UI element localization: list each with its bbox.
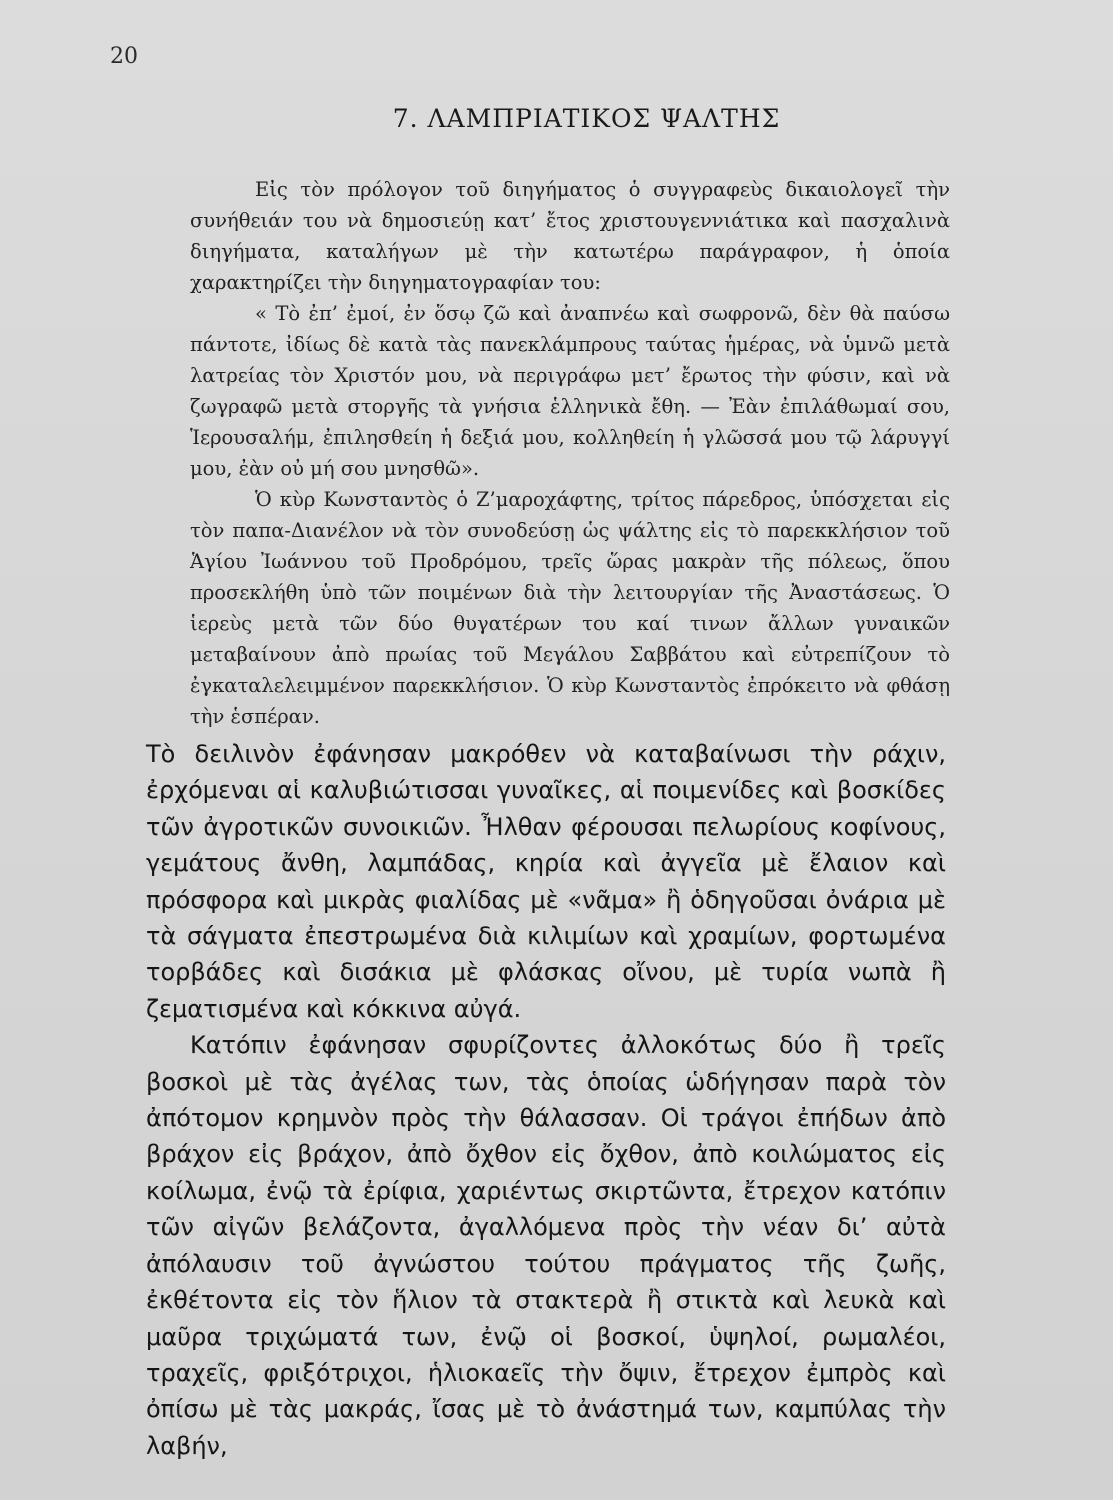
intro-paragraph: Εἰς τὸν πρόλογον τοῦ διηγήματος ὁ συγγραφεὺς δικαιολογεῖ τὴν συνήθειάν του νὰ δημοσιεύῃ κατ’ ἔτος χριστουγεννιάτικα καὶ πασχαλινὰ διηγήματα, καταλήγων μὲ τὴν κατωτέρω παράγραφον, ἡ ὁποία χαρακτηρίζει τὴν διηγηματογραφίαν του: (190, 178, 950, 294)
story-paragraph: Τὸ δειλινὸν ἐφάνησαν μακρόθεν νὰ καταβαίνωσι τὴν ράχιν, ἐρχόμεναι αἱ καλυβιώτισσαι γυναῖκες, αἱ ποιμενίδες καὶ βοσκίδες τῶν ἀγροτικῶν συνοικιῶν. Ἦλθαν φέρουσαι πελωρίους κοφίνους, γεμάτους ἄνθη, λαμπάδας, κηρία καὶ ἀγγεῖα μὲ ἔλαιον καὶ πρόσφορα καὶ μικρὰς φιαλίδας μὲ «νᾶμα» ἢ ὁδηγοῦσαι ὀνάρια μὲ τὰ σάγματα ἐπεστρωμένα διὰ κιλιμίων καὶ χραμίων, φορτωμένα τορβάδες καὶ δισάκια μὲ φλάσκας οἴνου, μὲ τυρία νωπὰ ἢ ζεματισμένα καὶ κόκκινα αὐγά. (146, 740, 946, 1023)
intro-quote-paragraph: « Τὸ ἐπ’ ἐμοί, ἐν ὅσῳ ζῶ καὶ ἀναπνέω καὶ σωφρονῶ, δὲν θὰ παύσω πάντοτε, ἰδίως δὲ κατὰ τὰς πανεκλάμπρους ταύτας ἡμέρας, νὰ ὑμνῶ μετὰ λατρείας τὸν Χριστόν μου, νὰ περιγράφω μετ’ ἔρωτος τὴν φύσιν, καὶ νὰ ζωγραφῶ μετὰ στοργῆς τὰ γνήσια ἑλληνικὰ ἔθη. — Ἐὰν ἐπιλάθωμαί σου, Ἱερουσαλήμ, ἐπιλησθείη ἡ δεξιά μου, κολληθείη ἡ γλῶσσά μου τῷ λάρυγγί μου, ἐὰν οὐ μή σου μνησθῶ». (190, 302, 950, 480)
page-number: 20 (110, 44, 138, 69)
story-paragraph: Κατόπιν ἐφάνησαν σφυρίζοντες ἀλλοκότως δύο ἢ τρεῖς βοσκοὶ μὲ τὰς ἀγέλας των, τὰς ὁποίας ὡδήγησαν παρὰ τὸν ἀπότομον κρημνὸν πρὸς τὴν θάλασσαν. Οἱ τράγοι ἐπήδων ἀπὸ βράχον εἰς βράχον, ἀπὸ ὄχθον εἰς ὄχθον, ἀπὸ κοιλώματος εἰς κοίλωμα, ἐνῷ τὰ ἐρίφια, χαριέντως σκιρτῶντα, ἔτρεχον κατόπιν τῶν αἰγῶν βελάζοντα, ἀγαλλόμενα πρὸς τὴν νέαν δι’ αὐτὰ ἀπόλαυσιν τοῦ ἀγνώστου τούτου πράγματος τῆς ζωῆς, ἐκθέτοντα εἰς τὸν ἥλιον τὰ στακτερὰ ἢ στικτὰ καὶ λευκὰ καὶ μαῦρα τριχώματά των, ἐνῷ οἱ βοσκοί, ὑψηλοί, ρωμαλέοι, τραχεῖς, φριξότριχοι, ἡλιοκαεῖς τὴν ὄψιν, ἔτρεχον ἐμπρὸς καὶ ὀπίσω μὲ τὰς μακράς, ἴσας μὲ τὸ ἀνάστημά των, καμπύλας τὴν λαβήν, (146, 1031, 946, 1460)
story-text (146, 736, 946, 1464)
intro-paragraph: Ὁ κὺρ Κωνσταντὸς ὁ Ζ’μαροχάφτης, τρίτος πάρεδρος, ὑπόσχεται εἰς τὸν παπα-Διανέλον νὰ τὸν συνοδεύσῃ ὡς ψάλτης εἰς τὸ παρεκκλήσιον τοῦ Ἁγίου Ἰωάννου τοῦ Προδρόμου, τρεῖς ὥρας μακρὰν τῆς πόλεως, ὅπου προσεκλήθη ὑπὸ τῶν ποιμένων διὰ τὴν λειτουργίαν τῆς Ἀναστάσεως. Ὁ ἱερεὺς μετὰ τῶν δύο θυγατέρων του καί τινων ἄλλων γυναικῶν μεταβαίνουν ἀπὸ πρωίας τοῦ Μεγάλου Σαββάτου καὶ εὐτρεπίζουν τὸ ἐγκαταλελειμμένον παρεκκλήσιον. Ὁ κὺρ Κωνσταντὸς ἐπρόκειτο νὰ φθάσῃ τὴν ἑσπέραν. (190, 488, 950, 728)
chapter-title: 7. ΛΑΜΠΡΙΑΤΙΚΟΣ ΨΑΛΤΗΣ (392, 104, 781, 133)
intro-summary (190, 174, 950, 732)
